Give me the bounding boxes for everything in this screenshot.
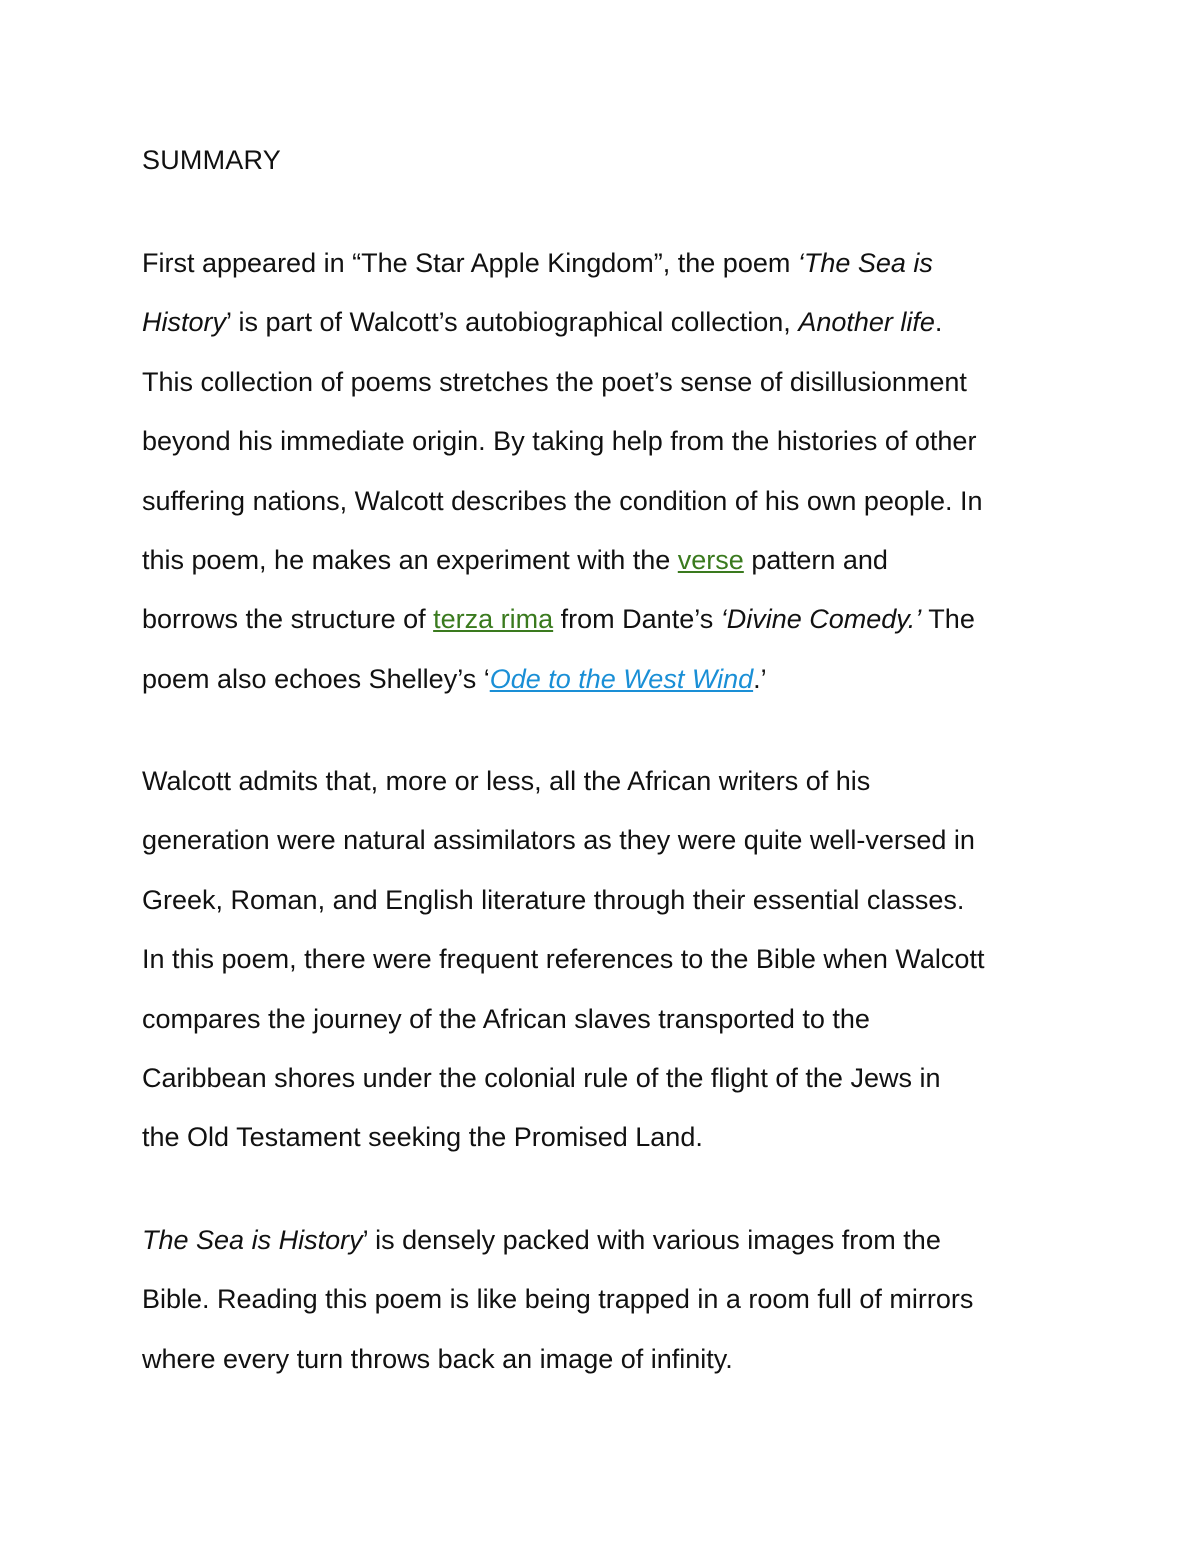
paragraph-line: Bible. Reading this poem is like being trapped in a room full of mirrors [142,1284,974,1315]
paragraph-line: where every turn throws back an image of infinity. [142,1343,733,1374]
poem-title-italic: History [142,307,227,338]
paragraph-line [142,661,1072,720]
paragraph-line: suffering nations, Walcott describes the condition of his own people. In [142,485,983,516]
text-run: The [921,604,975,635]
paragraph-line: Walcott admits that, more or less, all the African writers of his [142,766,871,796]
summary-heading: SUMMARY [142,145,281,175]
paragraph-line: beyond his immediate origin. By taking help from the histories of other [142,426,977,457]
paragraph-line [142,304,1072,363]
paragraph-line: In this poem, there were frequent references to the Bible when Walcott [142,944,985,975]
text-run: poem also echoes Shelley’s ‘ [142,663,490,694]
paragraph-line: generation were natural assimilators as they were quite well-versed in [142,825,975,856]
ode-to-west-wind-link[interactable]: Ode to the West Wind [489,663,754,694]
verse-link[interactable]: verse [677,544,744,575]
paragraph-line: the Old Testament seeking the Promised Land. [142,1122,703,1153]
paragraph-line [142,245,1072,304]
text-run: pattern and [743,544,888,575]
text-run: this poem, he makes an experiment with the [142,544,678,575]
paragraph-line: Greek, Roman, and English literature through their essential classes. [142,884,965,915]
text-run: borrows the structure of [142,604,434,635]
paragraph-line: This collection of poems stretches the poet’s sense of disillusionment [142,366,967,397]
paragraph-1 [142,245,1072,720]
text-run: First appeared in “The Star Apple Kingdom”, the poem [142,248,798,278]
paragraph-2 [142,763,1072,1179]
text-run: . [934,307,943,338]
text-run: from Dante’s [553,604,721,635]
divine-comedy-title-italic: ‘Divine Comedy.’ [720,604,922,635]
poem-title-italic: The Sea is History [142,1225,363,1255]
paragraph-line [142,601,1072,660]
paragraph-line [142,1222,1072,1281]
collection-title-italic: Another life [798,307,935,338]
terza-rima-link[interactable]: terza rima [433,604,554,635]
paragraph-line [142,542,1072,601]
text-run: .’ [753,663,767,694]
paragraph-3 [142,1222,1072,1400]
paragraph-line: compares the journey of the African slaves transported to the [142,1003,870,1034]
text-run: ’ is part of Walcott’s autobiographical collection, [226,307,799,338]
text-run: ’ is densely packed with various images from the [362,1225,941,1255]
paragraph-line: Caribbean shores under the colonial rule of the flight of the Jews in [142,1062,941,1093]
poem-title-italic: ‘The Sea is [797,248,933,278]
